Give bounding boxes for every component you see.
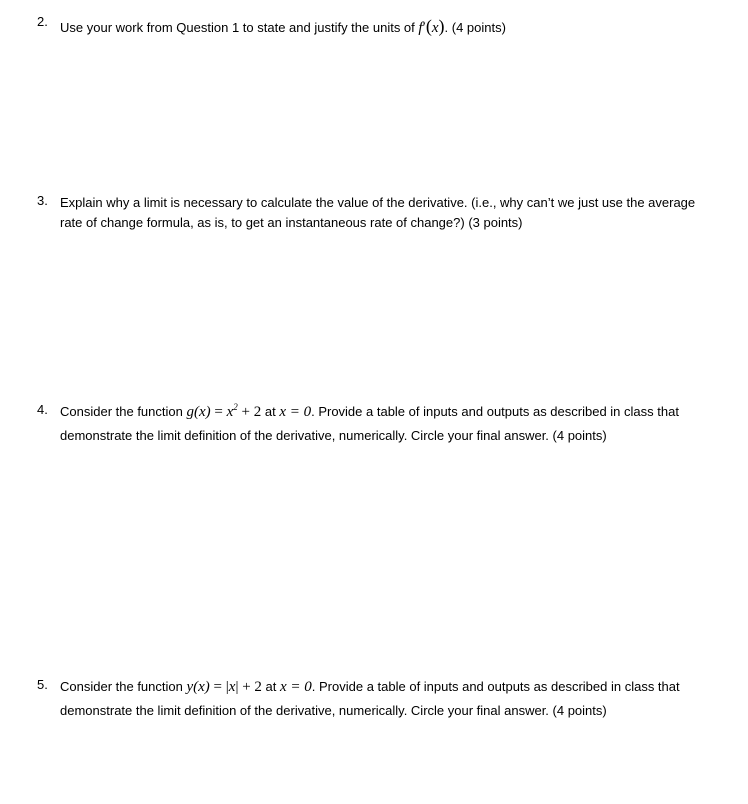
math-prime: ′ <box>422 20 426 36</box>
math-expression <box>186 404 261 420</box>
math-x: x <box>226 404 234 420</box>
question-number: 5. <box>37 677 48 692</box>
math-x: x <box>431 20 439 36</box>
math-abs-bar-left: | <box>225 679 229 695</box>
math-abs-bar-right: | <box>235 679 239 695</box>
math-x: x <box>228 679 236 695</box>
math-point: x = 0 <box>279 404 312 420</box>
math-expression <box>418 16 445 36</box>
question-text <box>60 14 720 40</box>
question-text <box>60 193 720 233</box>
question-line-2: demonstrate the limit definition of the derivative, numerically. Circle your final answer. (4 points) <box>60 703 607 718</box>
math-exponent: 2 <box>233 402 238 412</box>
question-line-1 <box>60 400 720 424</box>
question-line <box>60 14 720 40</box>
question-number: 3. <box>37 193 48 208</box>
question-line-1 <box>60 675 720 699</box>
question-line-1: Explain why a limit is necessary to calculate the value of the derivative. (i.e., why can’t we just use the average <box>60 195 696 210</box>
math-f: f <box>418 20 423 36</box>
math-paren-close: ) <box>438 16 445 36</box>
question-line-2: demonstrate the limit definition of the derivative, numerically. Circle your final answer. (4 points) <box>60 428 607 443</box>
question-number: 4. <box>37 402 48 417</box>
math-equals: = <box>210 404 227 420</box>
math-equals: = <box>209 679 226 695</box>
question-text-before: Consider the function <box>60 404 187 419</box>
question-text-at: at <box>261 679 280 694</box>
question-number: 2. <box>37 14 48 29</box>
question-text-before: Use your work from Question 1 to state and justify the units of <box>60 20 419 35</box>
question-text-after: . (4 points) <box>444 20 506 35</box>
math-paren-open: ( <box>425 16 432 36</box>
math-lhs: y(x) <box>186 679 210 695</box>
math-expression <box>186 679 261 695</box>
question-text-before: Consider the function <box>60 679 187 694</box>
math-point: x = 0 <box>280 679 312 695</box>
question-text-at: at <box>261 404 280 419</box>
math-plus: + 2 <box>237 404 262 420</box>
question-text-after: . Provide a table of inputs and outputs as described in class that <box>311 679 680 694</box>
question-text-after: . Provide a table of inputs and outputs as described in class that <box>311 404 679 419</box>
question-line-2: rate of change formula, as is, to get an instantaneous rate of change?) (3 points) <box>60 215 523 230</box>
question-text <box>60 675 720 723</box>
math-plus: + 2 <box>238 679 262 695</box>
math-lhs: g(x) <box>186 404 211 420</box>
question-text <box>60 400 720 448</box>
